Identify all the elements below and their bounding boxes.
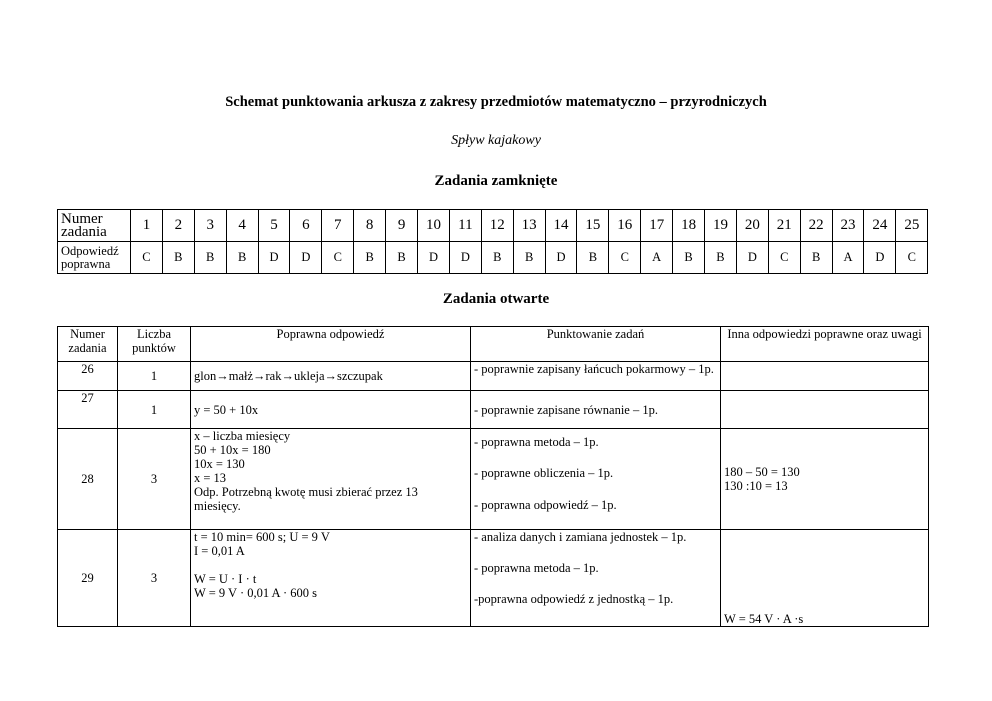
scoring-line: - poprawna odpowiedź – 1p.	[474, 498, 617, 512]
task-answer	[191, 362, 471, 391]
closed-tasks-table	[57, 209, 928, 274]
task-number-cell: 13	[513, 210, 545, 242]
answer-cell: B	[386, 242, 418, 274]
answer-cell: D	[418, 242, 450, 274]
task-number-cell: 11	[449, 210, 481, 242]
open-task-row	[58, 362, 929, 391]
task-points: 3	[118, 429, 191, 530]
document-subtitle: Spływ kajakowy	[451, 133, 541, 148]
answer-cell: C	[322, 242, 354, 274]
answer-cell: B	[226, 242, 258, 274]
task-number-cell: 24	[864, 210, 896, 242]
task-number-cell: 19	[705, 210, 737, 242]
other-line: 180 – 50 = 130	[724, 465, 800, 479]
answer-line: x – liczba miesięcy	[194, 429, 291, 443]
task-number-cell: 10	[418, 210, 450, 242]
task-number-row	[58, 210, 928, 242]
task-number-cell: 7	[322, 210, 354, 242]
answer-cell: B	[162, 242, 194, 274]
correct-answer-label: Odpowiedź poprawna	[58, 242, 131, 274]
scoring-line: - analiza danych i zamiana jednostek – 1p.	[474, 530, 687, 544]
task-number: 26	[58, 362, 118, 391]
task-points: 1	[118, 391, 191, 429]
answer-cell: D	[449, 242, 481, 274]
open-task-row	[58, 530, 929, 627]
scoring-line: - poprawne obliczenia – 1p.	[474, 466, 614, 480]
answer-line: W = 9 V · 0,01 A · 600 s	[194, 586, 318, 600]
answer-line: I = 0,01 A	[194, 544, 245, 558]
task-other	[721, 391, 929, 429]
task-scoring	[471, 530, 721, 627]
answer-line: 10x = 130	[194, 457, 245, 471]
scoring-line: - poprawnie zapisany łańcuch pokarmowy – 1p.	[474, 362, 714, 376]
task-number-cell: 9	[386, 210, 418, 242]
task-answer	[191, 391, 471, 429]
task-scoring	[471, 362, 721, 391]
task-number-cell: 12	[481, 210, 513, 242]
task-number-cell: 18	[673, 210, 705, 242]
task-number-cell: 16	[609, 210, 641, 242]
header-scoring: Punktowanie zadań	[471, 327, 721, 362]
answer-cell: C	[896, 242, 928, 274]
answer-cell: B	[354, 242, 386, 274]
task-number-cell: 8	[354, 210, 386, 242]
answer-cell: B	[513, 242, 545, 274]
task-number-cell: 23	[832, 210, 864, 242]
task-number-cell: 1	[131, 210, 163, 242]
answer-line: glon→małż→rak→ukleja→szczupak	[194, 369, 383, 383]
task-number-cell: 5	[258, 210, 290, 242]
task-scoring	[471, 429, 721, 530]
task-number-cell: 21	[768, 210, 800, 242]
open-section-title: Zadania otwarte	[442, 291, 550, 307]
task-number-cell: 2	[162, 210, 194, 242]
answer-line: y = 50 + 10x	[194, 402, 259, 417]
header-points: Liczba punktów	[118, 327, 191, 362]
open-table-header	[58, 327, 929, 362]
answer-cell: A	[832, 242, 864, 274]
answer-line: W = U · I · t	[194, 572, 257, 586]
answer-cell: B	[800, 242, 832, 274]
task-number-cell: 3	[194, 210, 226, 242]
header-answer: Poprawna odpowiedź	[191, 327, 471, 362]
open-task-row	[58, 391, 929, 429]
answer-cell: B	[577, 242, 609, 274]
answer-line: Odp. Potrzebną kwotę musi zbierać przez 13 miesięcy.	[194, 485, 418, 513]
task-other	[721, 429, 929, 530]
answer-cell: D	[258, 242, 290, 274]
task-points: 1	[118, 362, 191, 391]
scoring-line: - poprawnie zapisane równanie – 1p.	[474, 402, 658, 417]
scoring-line: - poprawna metoda – 1p.	[474, 435, 599, 449]
answer-cell: D	[290, 242, 322, 274]
header-other: Inna odpowiedzi poprawne oraz uwagi	[721, 327, 929, 362]
task-number-cell: 4	[226, 210, 258, 242]
answer-cell: C	[609, 242, 641, 274]
document-title: Schemat punktowania arkusza z zakresy przedmiotów matematyczno – przyrodniczych	[225, 94, 767, 110]
task-number-cell: 15	[577, 210, 609, 242]
task-number: 28	[58, 429, 118, 530]
answer-cell: D	[864, 242, 896, 274]
task-number-cell: 6	[290, 210, 322, 242]
task-number-label: Numer zadania	[58, 210, 131, 242]
scoring-line: -poprawna odpowiedź z jednostką – 1p.	[474, 592, 674, 606]
answer-cell: D	[736, 242, 768, 274]
task-answer	[191, 530, 471, 627]
task-other	[721, 362, 929, 391]
scoring-line: - poprawna metoda – 1p.	[474, 561, 599, 575]
answer-cell: A	[641, 242, 673, 274]
answer-cell: B	[194, 242, 226, 274]
closed-section-title: Zadania zamknięte	[434, 173, 558, 189]
answer-cell: C	[768, 242, 800, 274]
task-number: 27	[58, 391, 118, 429]
open-tasks-table	[57, 326, 929, 627]
answer-cell: B	[481, 242, 513, 274]
task-number-cell: 17	[641, 210, 673, 242]
header-number: Numer zadania	[58, 327, 118, 362]
task-number-cell: 25	[896, 210, 928, 242]
answer-line: t = 10 min= 600 s; U = 9 V	[194, 530, 330, 544]
answer-cell: B	[705, 242, 737, 274]
correct-answer-row	[58, 242, 928, 274]
answer-cell: D	[545, 242, 577, 274]
other-line: W = 54 V · A ·s	[724, 612, 804, 626]
answer-line: 50 + 10x = 180	[194, 443, 271, 457]
answer-cell: B	[673, 242, 705, 274]
task-other	[721, 530, 929, 627]
task-scoring	[471, 391, 721, 429]
task-number-cell: 14	[545, 210, 577, 242]
other-line: 130 :10 = 13	[724, 479, 788, 493]
answer-line: x = 13	[194, 471, 227, 485]
task-number-cell: 22	[800, 210, 832, 242]
open-task-row	[58, 429, 929, 530]
task-number-cell: 20	[736, 210, 768, 242]
answer-cell: C	[131, 242, 163, 274]
task-number: 29	[58, 530, 118, 627]
task-points: 3	[118, 530, 191, 627]
task-answer	[191, 429, 471, 530]
